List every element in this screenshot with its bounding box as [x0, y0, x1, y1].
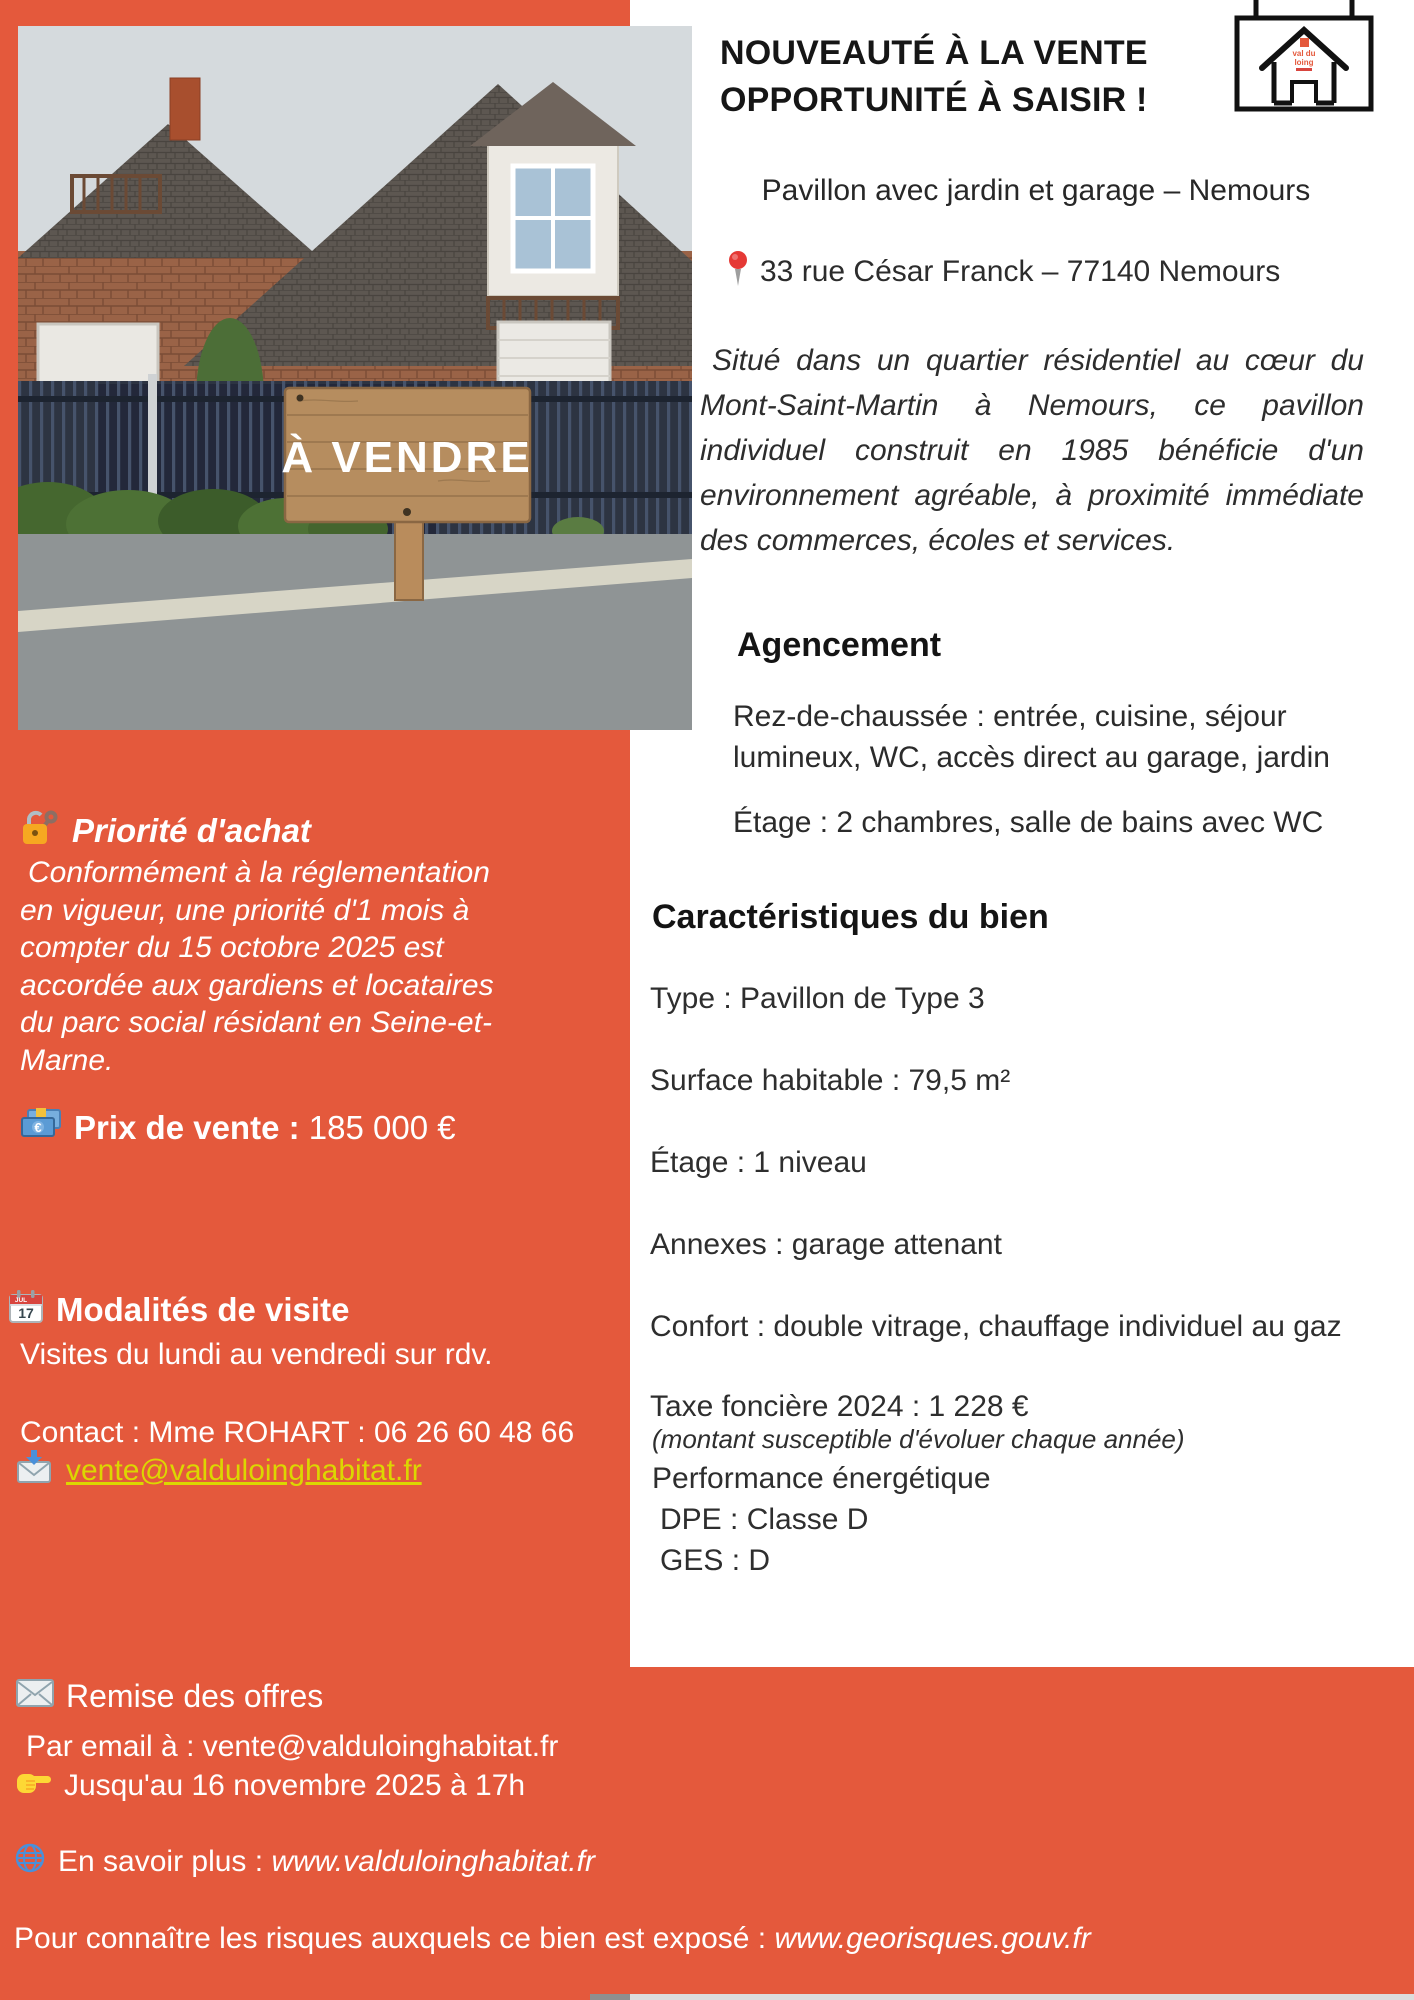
agencement-upper-floor: Étage : 2 chambres, salle de bains avec WC: [733, 806, 1324, 839]
envelope-icon: [16, 1678, 54, 1715]
risks-label: Pour connaître les risques auxquels ce bien est exposé :: [14, 1922, 775, 1955]
email-link[interactable]: vente@valduloinghabitat.fr: [66, 1454, 422, 1487]
calendar-icon: [8, 1288, 44, 1332]
sign-post: [395, 522, 423, 600]
property-photo-illustration: [18, 26, 692, 730]
chimney: [170, 78, 200, 140]
priority-body: Conformément à la réglementation en vigueur, une priorité d'1 mois à compter du 15 octobre 2025 est accordée aux gardiens et locataires du parc social résidant en Seine-et-Marne.: [20, 856, 494, 1077]
money-icon: [20, 1108, 62, 1148]
more-info-label: En savoir plus :: [58, 1845, 272, 1878]
feature-type: Type : Pavillon de Type 3: [650, 982, 985, 1015]
dpe-value: DPE : Classe D: [660, 1503, 869, 1536]
feature-annex: Annexes : garage attenant: [650, 1228, 1002, 1261]
feature-floors: Étage : 1 niveau: [650, 1146, 867, 1179]
ges-value: GES : D: [660, 1544, 771, 1577]
svg-text:€: €: [34, 1120, 42, 1135]
feature-surface: Surface habitable : 79,5 m²: [650, 1064, 1011, 1097]
bottom-edge-dark-bar: [590, 1994, 630, 2000]
logo-text-2: loing: [1294, 58, 1314, 67]
sign-screw-bottom: [403, 508, 411, 516]
offers-deadline: Jusqu'au 16 novembre 2025 à 17h: [64, 1769, 526, 1802]
logo-text-1: val du: [1292, 49, 1316, 58]
page-title: [720, 30, 1340, 124]
visits-contact: Contact : Mme ROHART : 06 26 60 48 66: [20, 1416, 575, 1449]
offers-email-line: Par email à : vente@valduloinghabitat.fr: [26, 1730, 559, 1763]
tax-note: (montant susceptible d'évoluer chaque année): [652, 1424, 1185, 1454]
sign-text: À VENDRE: [281, 433, 533, 482]
title-line-2: OPPORTUNITÉ À SAISIR !: [720, 81, 1148, 119]
visits-schedule: Visites du lundi au vendredi sur rdv.: [20, 1338, 493, 1371]
visits-heading-row: [8, 1288, 349, 1332]
listing-description: Situé dans un quartier résidentiel au cœur du Mont-Saint-Martin à Nemours, ce pavillon individuel construit en 1985 bénéficie d'un environnement agréable, à proximité immédiate des commerces, écoles et services.: [700, 344, 1364, 557]
svg-text:JUL: JUL: [14, 1297, 28, 1304]
road: [18, 534, 692, 730]
title-line-1: NOUVEAUTÉ À LA VENTE: [720, 34, 1148, 72]
bottom-edge-light-bar: [630, 1994, 1414, 2000]
risks-url: www.georisques.gouv.fr: [774, 1922, 1091, 1955]
address-pin-icon: [726, 250, 750, 294]
agencement-ground-floor: Rez-de-chaussée : entrée, cuisine, séjour lumineux, WC, accès direct au garage, jardin: [733, 700, 1330, 774]
lock-icon: [20, 808, 60, 854]
sign-screw-top: [297, 395, 304, 402]
property-photo: [18, 26, 692, 730]
more-info-row: [14, 1842, 595, 1882]
visits-heading: Modalités de visite: [56, 1291, 350, 1328]
more-info-url: www.valduloinghabitat.fr: [271, 1845, 595, 1878]
offers-heading: Remise des offres: [66, 1678, 324, 1714]
feature-tax: Taxe foncière 2024 : 1 228 €: [650, 1390, 1029, 1423]
listing-address: [726, 250, 1280, 294]
features-heading: Caractéristiques du bien: [652, 898, 1049, 936]
price-value: 185 000 €: [308, 1109, 456, 1146]
visits-email-row: [16, 1450, 422, 1492]
globe-icon: [14, 1842, 46, 1882]
agencement-heading: Agencement: [737, 626, 942, 664]
priority-heading-row: [20, 808, 311, 854]
point-right-icon: [16, 1768, 52, 1804]
feature-comfort: Confort : double vitrage, chauffage individuel au gaz: [650, 1310, 1342, 1343]
price-label: Prix de vente :: [74, 1109, 300, 1146]
risks-line: [14, 1922, 1394, 1956]
energy-heading: Performance énergétique: [652, 1462, 991, 1495]
address-text: 33 rue César Franck – 77140 Nemours: [760, 255, 1281, 288]
incoming-envelope-icon: [16, 1450, 54, 1492]
priority-heading: Priorité d'achat: [72, 812, 311, 849]
offers-deadline-row: [16, 1768, 525, 1804]
svg-text:17: 17: [18, 1305, 34, 1321]
listing-heading: Pavillon avec jardin et garage – Nemours: [761, 174, 1311, 207]
price-row: [20, 1108, 456, 1148]
offers-heading-row: [16, 1678, 323, 1715]
